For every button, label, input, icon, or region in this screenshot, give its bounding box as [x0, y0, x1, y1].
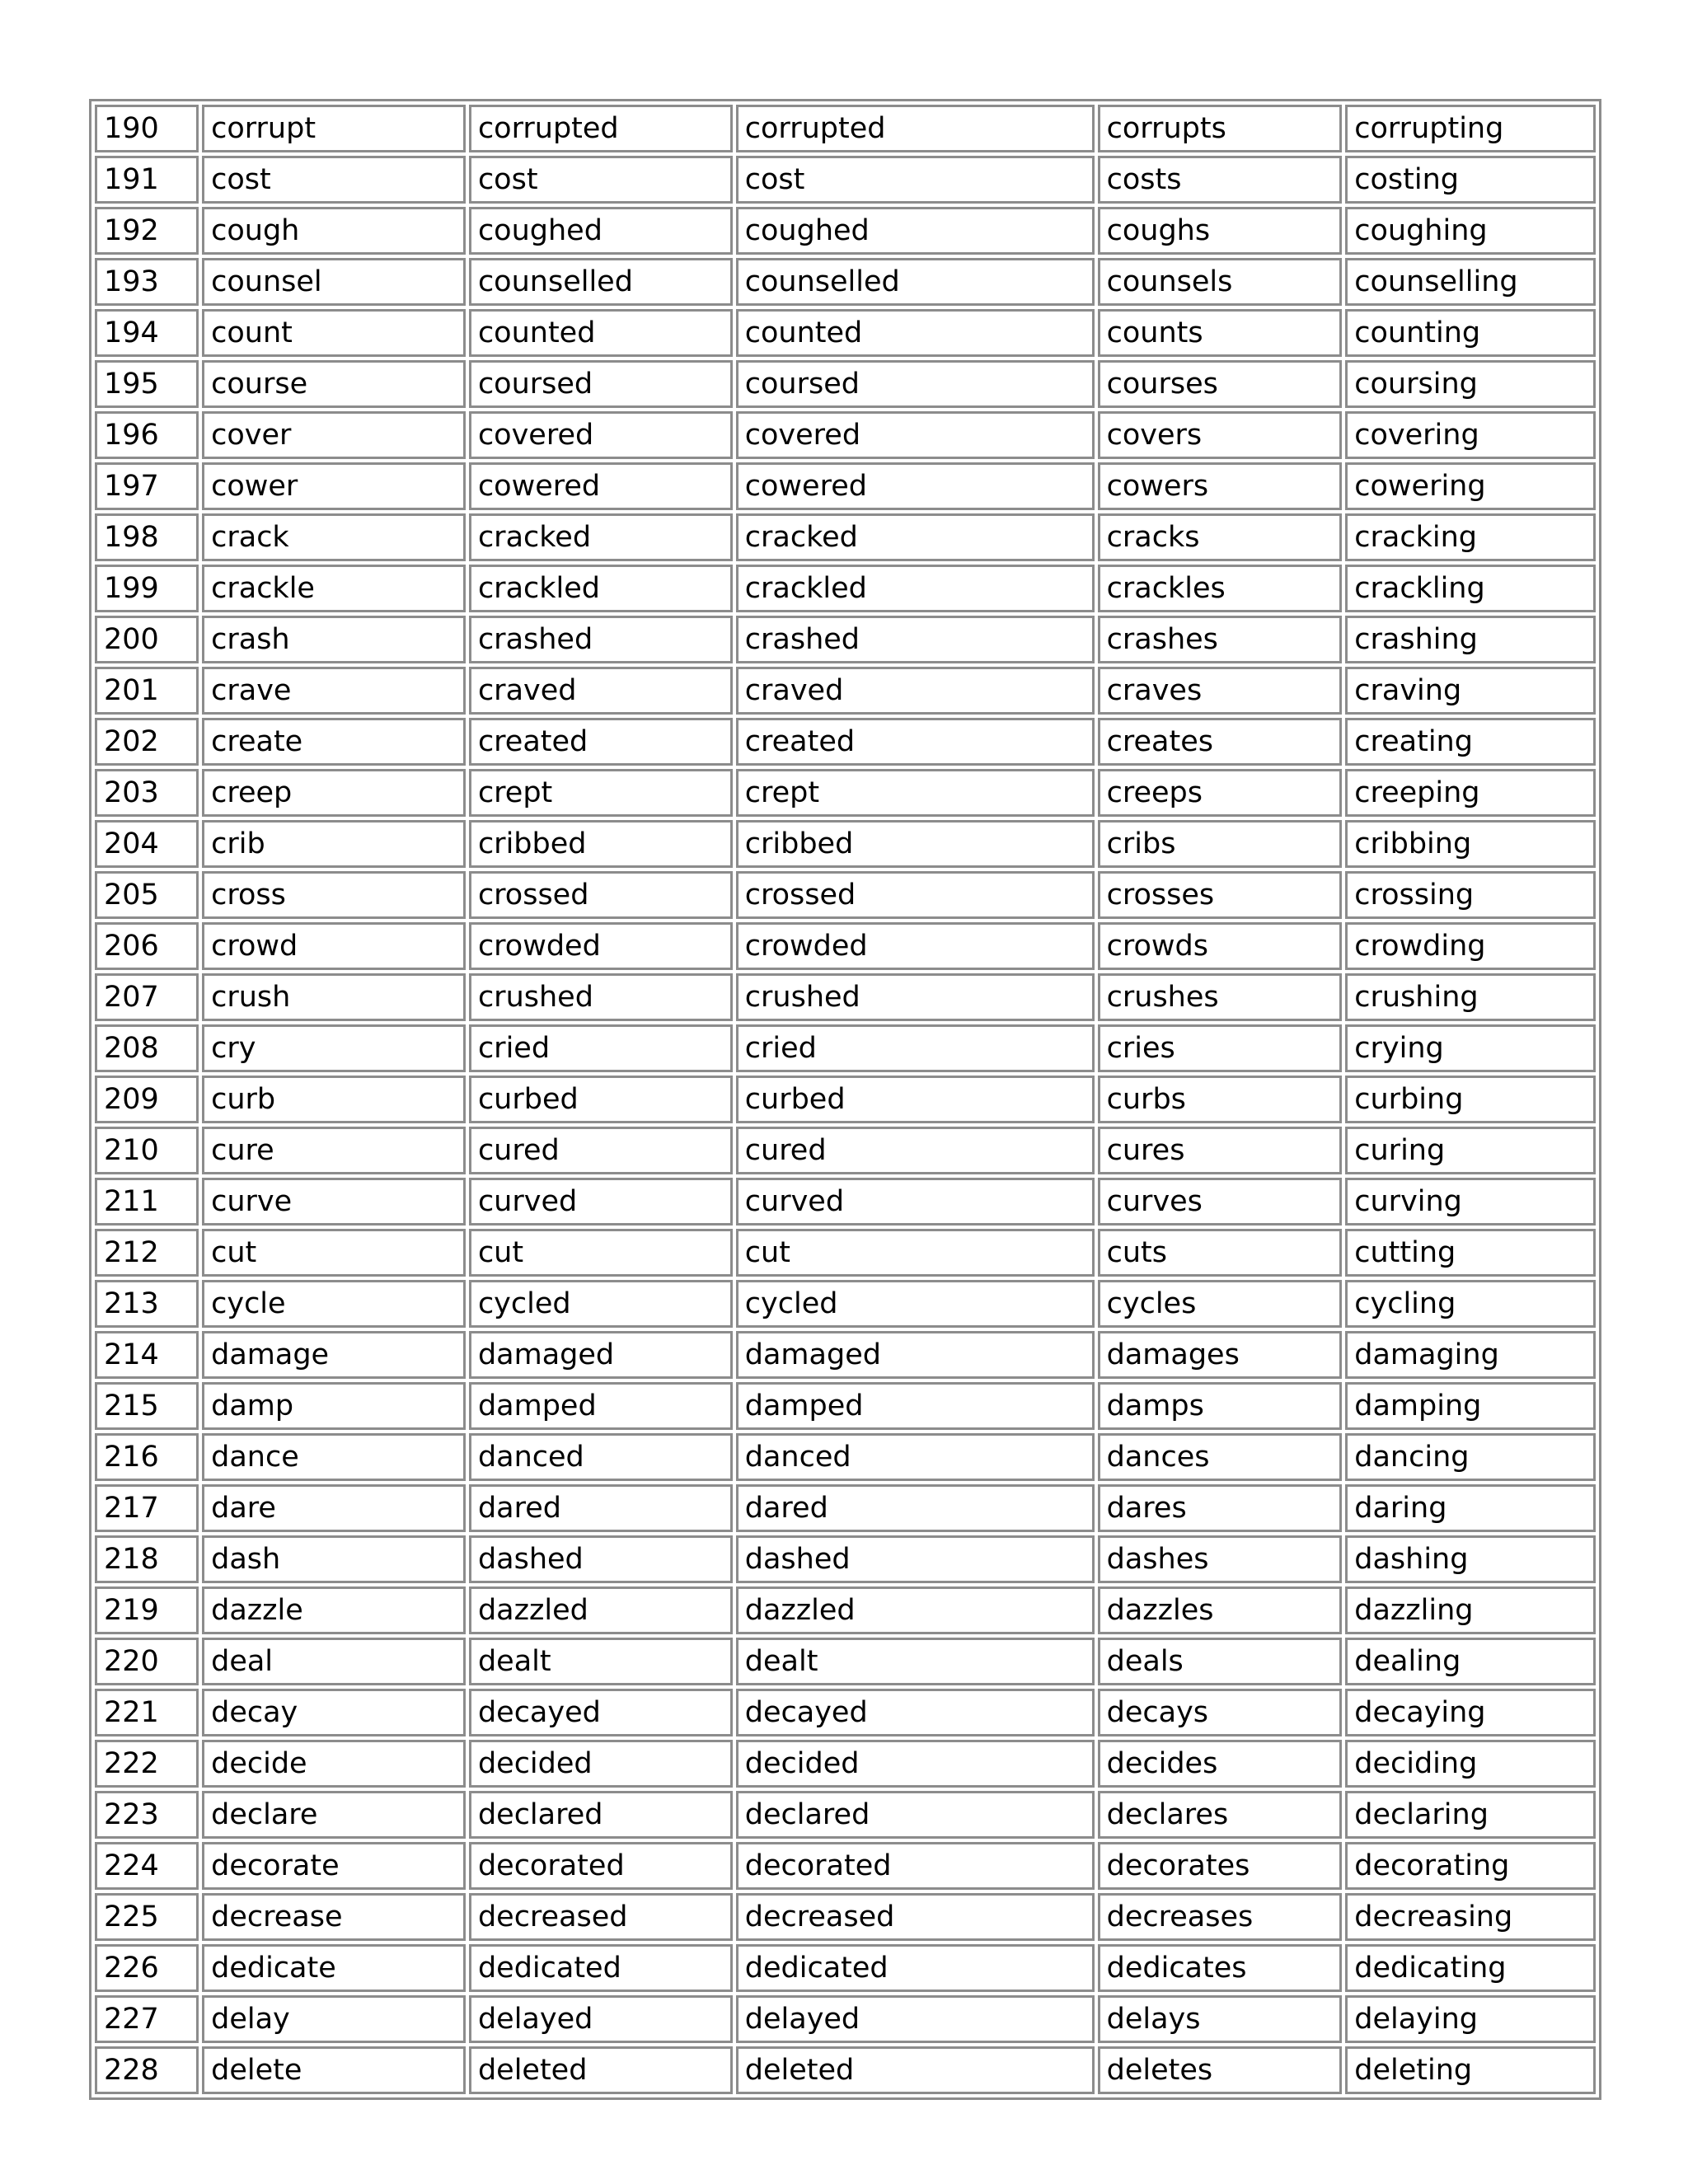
third-person-cell: cycles	[1098, 1280, 1343, 1328]
present-participle-cell: cowering	[1345, 462, 1596, 510]
base-form-cell: decide	[202, 1740, 466, 1788]
table-row	[95, 1331, 1596, 1379]
row-number-cell: 192	[95, 207, 199, 255]
present-participle-cell: declaring	[1345, 1791, 1596, 1839]
past-simple-cell: cycled	[469, 1280, 733, 1328]
third-person-cell: curbs	[1098, 1076, 1343, 1123]
past-participle-cell: curved	[736, 1178, 1095, 1226]
past-participle-cell: cycled	[736, 1280, 1095, 1328]
base-form-cell: crush	[202, 973, 466, 1021]
present-participle-cell: dancing	[1345, 1433, 1596, 1481]
present-participle-cell: damaging	[1345, 1331, 1596, 1379]
base-form-cell: cure	[202, 1127, 466, 1174]
third-person-cell: corrupts	[1098, 105, 1343, 152]
present-participle-cell: damping	[1345, 1382, 1596, 1430]
past-participle-cell: counted	[736, 309, 1095, 357]
base-form-cell: cost	[202, 156, 466, 204]
table-row	[95, 1535, 1596, 1583]
past-participle-cell: crackled	[736, 565, 1095, 612]
row-number-cell: 222	[95, 1740, 199, 1788]
table-row	[95, 616, 1596, 663]
row-number-cell: 201	[95, 667, 199, 715]
row-number-cell: 212	[95, 1229, 199, 1277]
row-number-cell: 205	[95, 871, 199, 919]
past-simple-cell: coursed	[469, 360, 733, 408]
present-participle-cell: dazzling	[1345, 1586, 1596, 1634]
past-participle-cell: damped	[736, 1382, 1095, 1430]
past-participle-cell: delayed	[736, 1995, 1095, 2043]
row-number-cell: 224	[95, 1842, 199, 1890]
present-participle-cell: craving	[1345, 667, 1596, 715]
row-number-cell: 204	[95, 820, 199, 868]
base-form-cell: cross	[202, 871, 466, 919]
past-participle-cell: corrupted	[736, 105, 1095, 152]
past-participle-cell: decayed	[736, 1689, 1095, 1736]
table-row	[95, 1893, 1596, 1941]
third-person-cell: coughs	[1098, 207, 1343, 255]
past-participle-cell: cured	[736, 1127, 1095, 1174]
table-body	[95, 105, 1596, 2094]
base-form-cell: decrease	[202, 1893, 466, 1941]
present-participle-cell: crying	[1345, 1024, 1596, 1072]
base-form-cell: crackle	[202, 565, 466, 612]
base-form-cell: cough	[202, 207, 466, 255]
present-participle-cell: delaying	[1345, 1995, 1596, 2043]
base-form-cell: dare	[202, 1484, 466, 1532]
present-participle-cell: crossing	[1345, 871, 1596, 919]
past-simple-cell: decayed	[469, 1689, 733, 1736]
past-simple-cell: damped	[469, 1382, 733, 1430]
base-form-cell: decay	[202, 1689, 466, 1736]
row-number-cell: 228	[95, 2046, 199, 2094]
base-form-cell: cycle	[202, 1280, 466, 1328]
past-participle-cell: created	[736, 718, 1095, 766]
row-number-cell: 203	[95, 769, 199, 817]
past-participle-cell: crept	[736, 769, 1095, 817]
row-number-cell: 200	[95, 616, 199, 663]
past-simple-cell: dazzled	[469, 1586, 733, 1634]
base-form-cell: decorate	[202, 1842, 466, 1890]
row-number-cell: 196	[95, 411, 199, 459]
present-participle-cell: counselling	[1345, 258, 1596, 306]
present-participle-cell: crashing	[1345, 616, 1596, 663]
present-participle-cell: creating	[1345, 718, 1596, 766]
third-person-cell: costs	[1098, 156, 1343, 204]
past-simple-cell: damaged	[469, 1331, 733, 1379]
base-form-cell: course	[202, 360, 466, 408]
past-simple-cell: covered	[469, 411, 733, 459]
table-row	[95, 462, 1596, 510]
base-form-cell: dedicate	[202, 1944, 466, 1992]
third-person-cell: cures	[1098, 1127, 1343, 1174]
base-form-cell: cry	[202, 1024, 466, 1072]
base-form-cell: declare	[202, 1791, 466, 1839]
table-row	[95, 1944, 1596, 1992]
table-row	[95, 820, 1596, 868]
row-number-cell: 227	[95, 1995, 199, 2043]
past-participle-cell: decreased	[736, 1893, 1095, 1941]
base-form-cell: deal	[202, 1638, 466, 1685]
past-simple-cell: declared	[469, 1791, 733, 1839]
row-number-cell: 202	[95, 718, 199, 766]
past-simple-cell: deleted	[469, 2046, 733, 2094]
table-row	[95, 105, 1596, 152]
past-participle-cell: craved	[736, 667, 1095, 715]
present-participle-cell: cribbing	[1345, 820, 1596, 868]
table-row	[95, 1433, 1596, 1481]
third-person-cell: crushes	[1098, 973, 1343, 1021]
past-simple-cell: cost	[469, 156, 733, 204]
past-participle-cell: cowered	[736, 462, 1095, 510]
row-number-cell: 195	[95, 360, 199, 408]
past-simple-cell: crowded	[469, 922, 733, 970]
present-participle-cell: decaying	[1345, 1689, 1596, 1736]
table-row	[95, 718, 1596, 766]
base-form-cell: cower	[202, 462, 466, 510]
table-row	[95, 769, 1596, 817]
third-person-cell: cribs	[1098, 820, 1343, 868]
table-row	[95, 922, 1596, 970]
base-form-cell: count	[202, 309, 466, 357]
row-number-cell: 210	[95, 1127, 199, 1174]
present-participle-cell: dashing	[1345, 1535, 1596, 1583]
past-participle-cell: crashed	[736, 616, 1095, 663]
base-form-cell: crack	[202, 513, 466, 561]
table-row	[95, 1229, 1596, 1277]
third-person-cell: delays	[1098, 1995, 1343, 2043]
row-number-cell: 191	[95, 156, 199, 204]
third-person-cell: craves	[1098, 667, 1343, 715]
base-form-cell: delete	[202, 2046, 466, 2094]
past-simple-cell: danced	[469, 1433, 733, 1481]
past-participle-cell: deleted	[736, 2046, 1095, 2094]
third-person-cell: declares	[1098, 1791, 1343, 1839]
past-simple-cell: counselled	[469, 258, 733, 306]
past-simple-cell: curved	[469, 1178, 733, 1226]
present-participle-cell: decreasing	[1345, 1893, 1596, 1941]
base-form-cell: corrupt	[202, 105, 466, 152]
row-number-cell: 223	[95, 1791, 199, 1839]
table-row	[95, 1024, 1596, 1072]
present-participle-cell: cycling	[1345, 1280, 1596, 1328]
third-person-cell: counts	[1098, 309, 1343, 357]
present-participle-cell: curving	[1345, 1178, 1596, 1226]
present-participle-cell: cutting	[1345, 1229, 1596, 1277]
row-number-cell: 226	[95, 1944, 199, 1992]
third-person-cell: deletes	[1098, 2046, 1343, 2094]
past-participle-cell: decided	[736, 1740, 1095, 1788]
row-number-cell: 218	[95, 1535, 199, 1583]
third-person-cell: decays	[1098, 1689, 1343, 1736]
table-row	[95, 1995, 1596, 2043]
past-simple-cell: cried	[469, 1024, 733, 1072]
past-participle-cell: damaged	[736, 1331, 1095, 1379]
third-person-cell: decides	[1098, 1740, 1343, 1788]
past-simple-cell: delayed	[469, 1995, 733, 2043]
past-participle-cell: dashed	[736, 1535, 1095, 1583]
row-number-cell: 219	[95, 1586, 199, 1634]
third-person-cell: creeps	[1098, 769, 1343, 817]
past-simple-cell: crept	[469, 769, 733, 817]
table-row	[95, 309, 1596, 357]
past-simple-cell: cut	[469, 1229, 733, 1277]
present-participle-cell: creeping	[1345, 769, 1596, 817]
table-row	[95, 1382, 1596, 1430]
base-form-cell: create	[202, 718, 466, 766]
present-participle-cell: crushing	[1345, 973, 1596, 1021]
past-simple-cell: craved	[469, 667, 733, 715]
table-row	[95, 258, 1596, 306]
verb-forms-table	[89, 99, 1601, 2100]
base-form-cell: dazzle	[202, 1586, 466, 1634]
third-person-cell: cries	[1098, 1024, 1343, 1072]
base-form-cell: damp	[202, 1382, 466, 1430]
past-simple-cell: decreased	[469, 1893, 733, 1941]
present-participle-cell: counting	[1345, 309, 1596, 357]
row-number-cell: 199	[95, 565, 199, 612]
row-number-cell: 209	[95, 1076, 199, 1123]
third-person-cell: cracks	[1098, 513, 1343, 561]
present-participle-cell: dedicating	[1345, 1944, 1596, 1992]
present-participle-cell: coursing	[1345, 360, 1596, 408]
base-form-cell: creep	[202, 769, 466, 817]
base-form-cell: damage	[202, 1331, 466, 1379]
third-person-cell: dazzles	[1098, 1586, 1343, 1634]
past-simple-cell: decided	[469, 1740, 733, 1788]
row-number-cell: 207	[95, 973, 199, 1021]
past-participle-cell: dealt	[736, 1638, 1095, 1685]
row-number-cell: 215	[95, 1382, 199, 1430]
present-participle-cell: dealing	[1345, 1638, 1596, 1685]
present-participle-cell: deleting	[1345, 2046, 1596, 2094]
past-participle-cell: dedicated	[736, 1944, 1095, 1992]
row-number-cell: 208	[95, 1024, 199, 1072]
past-participle-cell: cried	[736, 1024, 1095, 1072]
past-simple-cell: dedicated	[469, 1944, 733, 1992]
row-number-cell: 220	[95, 1638, 199, 1685]
third-person-cell: dances	[1098, 1433, 1343, 1481]
present-participle-cell: crowding	[1345, 922, 1596, 970]
past-participle-cell: declared	[736, 1791, 1095, 1839]
base-form-cell: curb	[202, 1076, 466, 1123]
row-number-cell: 216	[95, 1433, 199, 1481]
present-participle-cell: curbing	[1345, 1076, 1596, 1123]
third-person-cell: courses	[1098, 360, 1343, 408]
past-participle-cell: counselled	[736, 258, 1095, 306]
table-row	[95, 1178, 1596, 1226]
table-row	[95, 667, 1596, 715]
base-form-cell: cut	[202, 1229, 466, 1277]
row-number-cell: 198	[95, 513, 199, 561]
present-participle-cell: corrupting	[1345, 105, 1596, 152]
past-simple-cell: counted	[469, 309, 733, 357]
past-participle-cell: dared	[736, 1484, 1095, 1532]
third-person-cell: curves	[1098, 1178, 1343, 1226]
past-participle-cell: crushed	[736, 973, 1095, 1021]
third-person-cell: crashes	[1098, 616, 1343, 663]
third-person-cell: decorates	[1098, 1842, 1343, 1890]
past-participle-cell: coursed	[736, 360, 1095, 408]
third-person-cell: deals	[1098, 1638, 1343, 1685]
past-simple-cell: crackled	[469, 565, 733, 612]
past-participle-cell: curbed	[736, 1076, 1095, 1123]
past-simple-cell: dashed	[469, 1535, 733, 1583]
row-number-cell: 194	[95, 309, 199, 357]
base-form-cell: cover	[202, 411, 466, 459]
present-participle-cell: deciding	[1345, 1740, 1596, 1788]
base-form-cell: curve	[202, 1178, 466, 1226]
past-participle-cell: cost	[736, 156, 1095, 204]
table-row	[95, 1076, 1596, 1123]
past-simple-cell: cracked	[469, 513, 733, 561]
table-row	[95, 1127, 1596, 1174]
present-participle-cell: crackling	[1345, 565, 1596, 612]
row-number-cell: 225	[95, 1893, 199, 1941]
third-person-cell: dedicates	[1098, 1944, 1343, 1992]
table-row	[95, 1586, 1596, 1634]
past-participle-cell: cut	[736, 1229, 1095, 1277]
past-simple-cell: crossed	[469, 871, 733, 919]
base-form-cell: delay	[202, 1995, 466, 2043]
past-simple-cell: coughed	[469, 207, 733, 255]
present-participle-cell: covering	[1345, 411, 1596, 459]
past-simple-cell: cured	[469, 1127, 733, 1174]
present-participle-cell: curing	[1345, 1127, 1596, 1174]
table-row	[95, 513, 1596, 561]
third-person-cell: covers	[1098, 411, 1343, 459]
row-number-cell: 197	[95, 462, 199, 510]
present-participle-cell: cracking	[1345, 513, 1596, 561]
third-person-cell: crowds	[1098, 922, 1343, 970]
past-participle-cell: decorated	[736, 1842, 1095, 1890]
past-participle-cell: crossed	[736, 871, 1095, 919]
row-number-cell: 217	[95, 1484, 199, 1532]
third-person-cell: dares	[1098, 1484, 1343, 1532]
past-simple-cell: curbed	[469, 1076, 733, 1123]
past-simple-cell: created	[469, 718, 733, 766]
present-participle-cell: costing	[1345, 156, 1596, 204]
table-row	[95, 1842, 1596, 1890]
table-row	[95, 565, 1596, 612]
row-number-cell: 190	[95, 105, 199, 152]
base-form-cell: crash	[202, 616, 466, 663]
table-row	[95, 1791, 1596, 1839]
row-number-cell: 214	[95, 1331, 199, 1379]
base-form-cell: crowd	[202, 922, 466, 970]
row-number-cell: 221	[95, 1689, 199, 1736]
third-person-cell: damages	[1098, 1331, 1343, 1379]
past-simple-cell: crashed	[469, 616, 733, 663]
row-number-cell: 193	[95, 258, 199, 306]
row-number-cell: 211	[95, 1178, 199, 1226]
base-form-cell: crib	[202, 820, 466, 868]
row-number-cell: 213	[95, 1280, 199, 1328]
row-number-cell: 206	[95, 922, 199, 970]
base-form-cell: crave	[202, 667, 466, 715]
past-participle-cell: coughed	[736, 207, 1095, 255]
table-row	[95, 871, 1596, 919]
table-row	[95, 1689, 1596, 1736]
table-row	[95, 1280, 1596, 1328]
third-person-cell: cowers	[1098, 462, 1343, 510]
table-row	[95, 1740, 1596, 1788]
past-simple-cell: corrupted	[469, 105, 733, 152]
base-form-cell: counsel	[202, 258, 466, 306]
table-row	[95, 2046, 1596, 2094]
past-simple-cell: cribbed	[469, 820, 733, 868]
past-participle-cell: danced	[736, 1433, 1095, 1481]
present-participle-cell: coughing	[1345, 207, 1596, 255]
third-person-cell: decreases	[1098, 1893, 1343, 1941]
third-person-cell: damps	[1098, 1382, 1343, 1430]
present-participle-cell: decorating	[1345, 1842, 1596, 1890]
third-person-cell: crosses	[1098, 871, 1343, 919]
past-simple-cell: crushed	[469, 973, 733, 1021]
past-participle-cell: covered	[736, 411, 1095, 459]
table-row	[95, 156, 1596, 204]
past-participle-cell: dazzled	[736, 1586, 1095, 1634]
table-row	[95, 973, 1596, 1021]
past-simple-cell: dealt	[469, 1638, 733, 1685]
third-person-cell: counsels	[1098, 258, 1343, 306]
past-simple-cell: decorated	[469, 1842, 733, 1890]
base-form-cell: dance	[202, 1433, 466, 1481]
third-person-cell: creates	[1098, 718, 1343, 766]
table-row	[95, 1638, 1596, 1685]
past-simple-cell: dared	[469, 1484, 733, 1532]
past-participle-cell: cracked	[736, 513, 1095, 561]
third-person-cell: cuts	[1098, 1229, 1343, 1277]
past-simple-cell: cowered	[469, 462, 733, 510]
past-participle-cell: crowded	[736, 922, 1095, 970]
present-participle-cell: daring	[1345, 1484, 1596, 1532]
past-participle-cell: cribbed	[736, 820, 1095, 868]
third-person-cell: dashes	[1098, 1535, 1343, 1583]
table-row	[95, 207, 1596, 255]
third-person-cell: crackles	[1098, 565, 1343, 612]
base-form-cell: dash	[202, 1535, 466, 1583]
table-row	[95, 360, 1596, 408]
table-row	[95, 411, 1596, 459]
table-row	[95, 1484, 1596, 1532]
